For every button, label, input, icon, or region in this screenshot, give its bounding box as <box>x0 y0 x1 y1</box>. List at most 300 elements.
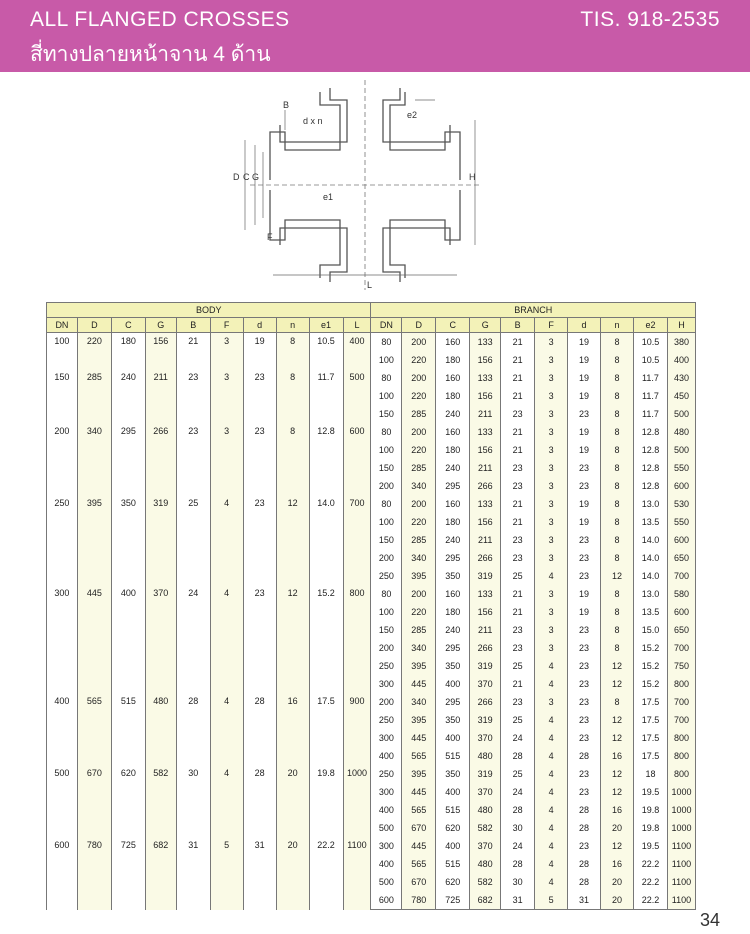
branch-cell: 160 <box>436 495 470 513</box>
branch-cell: 15.2 <box>633 675 667 693</box>
branch-cell: 21 <box>501 369 535 387</box>
branch-cell: 8 <box>601 387 634 405</box>
column-header: L <box>343 318 371 333</box>
body-group-header: BODY <box>47 303 371 318</box>
column-header: d <box>243 318 276 333</box>
table-row <box>47 423 696 441</box>
branch-cell: 3 <box>535 495 568 513</box>
branch-cell: 19 <box>568 441 601 459</box>
column-header: H <box>667 318 695 333</box>
branch-cell: 1000 <box>667 783 695 801</box>
branch-cell: 725 <box>436 891 470 910</box>
column-header: DN <box>371 318 402 333</box>
column-header: n <box>276 318 309 333</box>
branch-cell: 211 <box>470 621 501 639</box>
branch-cell: 13.5 <box>633 603 667 621</box>
body-cell: 23 <box>243 423 276 495</box>
body-cell: 250 <box>47 495 78 585</box>
branch-cell: 160 <box>436 423 470 441</box>
branch-cell: 400 <box>436 783 470 801</box>
branch-cell: 100 <box>371 387 402 405</box>
branch-cell: 395 <box>402 657 436 675</box>
branch-cell: 3 <box>535 477 568 495</box>
branch-cell: 160 <box>436 333 470 352</box>
branch-cell: 21 <box>501 423 535 441</box>
branch-cell: 13.5 <box>633 513 667 531</box>
branch-cell: 11.7 <box>633 369 667 387</box>
branch-cell: 17.5 <box>633 711 667 729</box>
branch-cell: 28 <box>501 747 535 765</box>
branch-cell: 3 <box>535 369 568 387</box>
branch-cell: 395 <box>402 711 436 729</box>
branch-cell: 19.8 <box>633 819 667 837</box>
page-number: 34 <box>699 910 720 930</box>
branch-cell: 240 <box>436 531 470 549</box>
body-cell: 5 <box>210 837 243 910</box>
branch-cell: 515 <box>436 855 470 873</box>
column-header: e2 <box>633 318 667 333</box>
branch-cell: 12 <box>601 729 634 747</box>
branch-cell: 3 <box>535 441 568 459</box>
body-cell: 1100 <box>343 837 371 910</box>
body-cell: 4 <box>210 693 243 765</box>
branch-cell: 600 <box>371 891 402 910</box>
branch-cell: 100 <box>371 603 402 621</box>
branch-cell: 400 <box>436 675 470 693</box>
column-header: DN <box>47 318 78 333</box>
branch-cell: 480 <box>470 747 501 765</box>
branch-cell: 200 <box>371 477 402 495</box>
branch-cell: 1000 <box>667 801 695 819</box>
branch-cell: 23 <box>501 693 535 711</box>
branch-cell: 620 <box>436 819 470 837</box>
branch-cell: 180 <box>436 513 470 531</box>
branch-cell: 285 <box>402 531 436 549</box>
body-cell: 12 <box>276 585 309 693</box>
body-cell: 500 <box>343 369 371 423</box>
branch-cell: 12.8 <box>633 459 667 477</box>
branch-cell: 3 <box>535 693 568 711</box>
body-cell: 295 <box>111 423 145 495</box>
branch-cell: 19 <box>568 513 601 531</box>
branch-group-header: BRANCH <box>371 303 696 318</box>
branch-cell: 240 <box>436 405 470 423</box>
branch-cell: 400 <box>371 801 402 819</box>
body-cell: 10.5 <box>309 333 343 370</box>
body-cell: 780 <box>77 837 111 910</box>
branch-cell: 19 <box>568 585 601 603</box>
branch-cell: 500 <box>371 873 402 891</box>
branch-cell: 12 <box>601 711 634 729</box>
branch-cell: 800 <box>667 729 695 747</box>
branch-cell: 800 <box>667 675 695 693</box>
branch-cell: 160 <box>436 369 470 387</box>
branch-cell: 19.5 <box>633 837 667 855</box>
column-header: D <box>402 318 436 333</box>
label-f: F <box>267 232 273 242</box>
branch-cell: 25 <box>501 765 535 783</box>
standard-code: TIS. 918-2535 <box>580 8 720 31</box>
branch-cell: 10.5 <box>633 333 667 352</box>
body-cell: 4 <box>210 765 243 837</box>
label-l: L <box>367 280 373 290</box>
body-cell: 16 <box>276 693 309 765</box>
branch-cell: 200 <box>371 549 402 567</box>
branch-cell: 150 <box>371 405 402 423</box>
body-cell: 400 <box>343 333 371 370</box>
branch-cell: 670 <box>402 873 436 891</box>
branch-cell: 21 <box>501 495 535 513</box>
branch-cell: 20 <box>601 891 634 910</box>
branch-cell: 24 <box>501 837 535 855</box>
table-row <box>47 837 696 855</box>
body-cell: 800 <box>343 585 371 693</box>
body-cell: 620 <box>111 765 145 837</box>
body-cell: 23 <box>243 369 276 423</box>
branch-cell: 23 <box>568 549 601 567</box>
branch-cell: 750 <box>667 657 695 675</box>
body-cell: 17.5 <box>309 693 343 765</box>
body-cell: 28 <box>176 693 210 765</box>
branch-cell: 19 <box>568 603 601 621</box>
branch-cell: 12.8 <box>633 441 667 459</box>
column-header: G <box>470 318 501 333</box>
body-cell: 350 <box>111 495 145 585</box>
branch-cell: 266 <box>470 639 501 657</box>
branch-cell: 19 <box>568 495 601 513</box>
body-cell: 3 <box>210 423 243 495</box>
branch-cell: 3 <box>535 387 568 405</box>
column-header: D <box>77 318 111 333</box>
body-cell: 28 <box>243 765 276 837</box>
branch-cell: 250 <box>371 765 402 783</box>
branch-cell: 400 <box>371 747 402 765</box>
branch-cell: 25 <box>501 711 535 729</box>
column-header: B <box>501 318 535 333</box>
branch-cell: 8 <box>601 477 634 495</box>
branch-cell: 8 <box>601 639 634 657</box>
branch-cell: 15.2 <box>633 639 667 657</box>
branch-cell: 582 <box>470 873 501 891</box>
body-cell: 4 <box>210 495 243 585</box>
branch-cell: 620 <box>436 873 470 891</box>
branch-cell: 30 <box>501 819 535 837</box>
branch-cell: 180 <box>436 441 470 459</box>
branch-cell: 156 <box>470 441 501 459</box>
table-row <box>47 495 696 513</box>
branch-cell: 12 <box>601 765 634 783</box>
branch-cell: 800 <box>667 747 695 765</box>
branch-cell: 15.0 <box>633 621 667 639</box>
branch-cell: 21 <box>501 441 535 459</box>
branch-cell: 4 <box>535 675 568 693</box>
branch-cell: 700 <box>667 693 695 711</box>
column-header: d <box>568 318 601 333</box>
column-header: F <box>535 318 568 333</box>
body-cell: 565 <box>77 693 111 765</box>
body-cell: 3 <box>210 333 243 370</box>
branch-cell: 80 <box>371 333 402 352</box>
branch-cell: 8 <box>601 405 634 423</box>
branch-cell: 285 <box>402 459 436 477</box>
branch-cell: 295 <box>436 693 470 711</box>
branch-cell: 8 <box>601 693 634 711</box>
branch-cell: 250 <box>371 567 402 585</box>
branch-cell: 20 <box>601 873 634 891</box>
branch-cell: 500 <box>667 441 695 459</box>
branch-cell: 370 <box>470 837 501 855</box>
branch-cell: 28 <box>568 801 601 819</box>
body-cell: 515 <box>111 693 145 765</box>
branch-cell: 211 <box>470 405 501 423</box>
branch-cell: 480 <box>667 423 695 441</box>
branch-cell: 31 <box>568 891 601 910</box>
branch-cell: 250 <box>371 657 402 675</box>
branch-cell: 8 <box>601 513 634 531</box>
branch-cell: 200 <box>402 495 436 513</box>
branch-cell: 350 <box>436 765 470 783</box>
branch-cell: 23 <box>568 729 601 747</box>
branch-cell: 10.5 <box>633 351 667 369</box>
branch-cell: 80 <box>371 369 402 387</box>
branch-cell: 700 <box>667 711 695 729</box>
body-cell: 156 <box>145 333 176 370</box>
branch-cell: 12 <box>601 783 634 801</box>
body-cell: 23 <box>243 585 276 693</box>
branch-cell: 200 <box>402 333 436 352</box>
branch-cell: 200 <box>402 423 436 441</box>
body-cell: 12 <box>276 495 309 585</box>
branch-cell: 300 <box>371 675 402 693</box>
branch-cell: 1100 <box>667 855 695 873</box>
branch-cell: 319 <box>470 711 501 729</box>
branch-cell: 300 <box>371 837 402 855</box>
branch-cell: 20 <box>601 819 634 837</box>
branch-cell: 285 <box>402 405 436 423</box>
branch-cell: 400 <box>667 351 695 369</box>
branch-cell: 515 <box>436 801 470 819</box>
branch-cell: 4 <box>535 729 568 747</box>
branch-cell: 4 <box>535 801 568 819</box>
branch-cell: 133 <box>470 495 501 513</box>
branch-cell: 295 <box>436 639 470 657</box>
branch-cell: 100 <box>371 351 402 369</box>
branch-cell: 600 <box>667 603 695 621</box>
branch-cell: 350 <box>436 711 470 729</box>
branch-cell: 23 <box>501 621 535 639</box>
body-cell: 211 <box>145 369 176 423</box>
branch-cell: 211 <box>470 531 501 549</box>
branch-cell: 156 <box>470 351 501 369</box>
branch-cell: 150 <box>371 621 402 639</box>
branch-cell: 21 <box>501 603 535 621</box>
branch-cell: 13.0 <box>633 495 667 513</box>
branch-cell: 21 <box>501 513 535 531</box>
branch-cell: 23 <box>568 783 601 801</box>
body-cell: 15.2 <box>309 585 343 693</box>
branch-cell: 25 <box>501 567 535 585</box>
body-cell: 22.2 <box>309 837 343 910</box>
branch-cell: 23 <box>568 657 601 675</box>
body-cell: 285 <box>77 369 111 423</box>
branch-cell: 250 <box>371 711 402 729</box>
branch-cell: 3 <box>535 333 568 352</box>
branch-cell: 295 <box>436 549 470 567</box>
branch-cell: 19.5 <box>633 783 667 801</box>
branch-cell: 8 <box>601 495 634 513</box>
branch-cell: 650 <box>667 549 695 567</box>
branch-cell: 350 <box>436 567 470 585</box>
branch-cell: 21 <box>501 585 535 603</box>
branch-cell: 480 <box>470 855 501 873</box>
branch-cell: 3 <box>535 513 568 531</box>
branch-cell: 12.8 <box>633 477 667 495</box>
branch-cell: 350 <box>436 657 470 675</box>
branch-cell: 4 <box>535 873 568 891</box>
body-cell: 25 <box>176 495 210 585</box>
branch-cell: 4 <box>535 837 568 855</box>
branch-cell: 150 <box>371 531 402 549</box>
branch-cell: 8 <box>601 621 634 639</box>
page-subtitle: สี่ทางปลายหน้าจาน 4 ด้าน <box>30 43 271 66</box>
branch-cell: 100 <box>371 441 402 459</box>
body-cell: 4 <box>210 585 243 693</box>
branch-cell: 266 <box>470 477 501 495</box>
branch-cell: 8 <box>601 459 634 477</box>
branch-cell: 1000 <box>667 819 695 837</box>
branch-cell: 266 <box>470 693 501 711</box>
branch-cell: 220 <box>402 513 436 531</box>
branch-cell: 8 <box>601 423 634 441</box>
branch-cell: 21 <box>501 333 535 352</box>
branch-cell: 16 <box>601 855 634 873</box>
column-header: F <box>210 318 243 333</box>
branch-cell: 11.7 <box>633 387 667 405</box>
branch-cell: 150 <box>371 459 402 477</box>
branch-cell: 11.7 <box>633 405 667 423</box>
branch-cell: 4 <box>535 567 568 585</box>
branch-cell: 319 <box>470 657 501 675</box>
branch-cell: 12.8 <box>633 423 667 441</box>
label-e2: e2 <box>407 110 418 120</box>
branch-cell: 4 <box>535 711 568 729</box>
branch-cell: 19 <box>568 423 601 441</box>
branch-cell: 133 <box>470 585 501 603</box>
table-row <box>47 765 696 783</box>
body-cell: 200 <box>47 423 78 495</box>
body-cell: 23 <box>176 423 210 495</box>
body-cell: 8 <box>276 333 309 370</box>
branch-cell: 16 <box>601 747 634 765</box>
branch-cell: 200 <box>371 693 402 711</box>
body-cell: 180 <box>111 333 145 370</box>
table-row <box>47 585 696 603</box>
branch-cell: 160 <box>436 585 470 603</box>
body-cell: 340 <box>77 423 111 495</box>
branch-cell: 156 <box>470 513 501 531</box>
body-cell: 682 <box>145 837 176 910</box>
branch-cell: 17.5 <box>633 693 667 711</box>
body-cell: 266 <box>145 423 176 495</box>
branch-cell: 23 <box>568 567 601 585</box>
branch-cell: 445 <box>402 729 436 747</box>
branch-cell: 340 <box>402 549 436 567</box>
branch-cell: 582 <box>470 819 501 837</box>
branch-cell: 19 <box>568 369 601 387</box>
branch-cell: 180 <box>436 603 470 621</box>
body-cell: 700 <box>343 495 371 585</box>
branch-cell: 17.5 <box>633 747 667 765</box>
branch-cell: 28 <box>501 801 535 819</box>
branch-cell: 8 <box>601 531 634 549</box>
branch-cell: 4 <box>535 765 568 783</box>
branch-cell: 24 <box>501 729 535 747</box>
branch-cell: 400 <box>436 729 470 747</box>
column-header: C <box>436 318 470 333</box>
body-cell: 12.8 <box>309 423 343 495</box>
column-header: n <box>601 318 634 333</box>
body-cell: 395 <box>77 495 111 585</box>
body-cell: 23 <box>243 495 276 585</box>
branch-cell: 19 <box>568 351 601 369</box>
branch-cell: 100 <box>371 513 402 531</box>
branch-cell: 430 <box>667 369 695 387</box>
table-row <box>47 369 696 387</box>
body-cell: 31 <box>243 837 276 910</box>
branch-cell: 211 <box>470 459 501 477</box>
label-e1: e1 <box>323 192 334 202</box>
branch-cell: 682 <box>470 891 501 910</box>
branch-cell: 22.2 <box>633 873 667 891</box>
dimensions-table <box>46 302 696 910</box>
branch-cell: 395 <box>402 765 436 783</box>
body-cell: 300 <box>47 585 78 693</box>
branch-cell: 8 <box>601 585 634 603</box>
label-dxn: d x n <box>303 116 323 126</box>
branch-cell: 12 <box>601 675 634 693</box>
branch-cell: 319 <box>470 765 501 783</box>
branch-cell: 240 <box>436 459 470 477</box>
branch-cell: 12 <box>601 837 634 855</box>
branch-cell: 3 <box>535 585 568 603</box>
branch-cell: 23 <box>501 405 535 423</box>
body-cell: 370 <box>145 585 176 693</box>
branch-cell: 156 <box>470 603 501 621</box>
branch-cell: 21 <box>501 387 535 405</box>
branch-cell: 16 <box>601 801 634 819</box>
branch-cell: 23 <box>568 459 601 477</box>
branch-cell: 23 <box>568 837 601 855</box>
branch-cell: 3 <box>535 531 568 549</box>
branch-cell: 340 <box>402 639 436 657</box>
branch-cell: 23 <box>568 405 601 423</box>
branch-cell: 3 <box>535 603 568 621</box>
body-cell: 600 <box>343 423 371 495</box>
body-cell: 445 <box>77 585 111 693</box>
branch-cell: 340 <box>402 693 436 711</box>
body-cell: 220 <box>77 333 111 370</box>
branch-cell: 450 <box>667 387 695 405</box>
branch-cell: 220 <box>402 441 436 459</box>
branch-cell: 340 <box>402 477 436 495</box>
branch-cell: 700 <box>667 639 695 657</box>
branch-cell: 5 <box>535 891 568 910</box>
branch-cell: 285 <box>402 621 436 639</box>
branch-cell: 400 <box>371 855 402 873</box>
branch-cell: 3 <box>535 639 568 657</box>
branch-cell: 22.2 <box>633 891 667 910</box>
branch-cell: 4 <box>535 657 568 675</box>
